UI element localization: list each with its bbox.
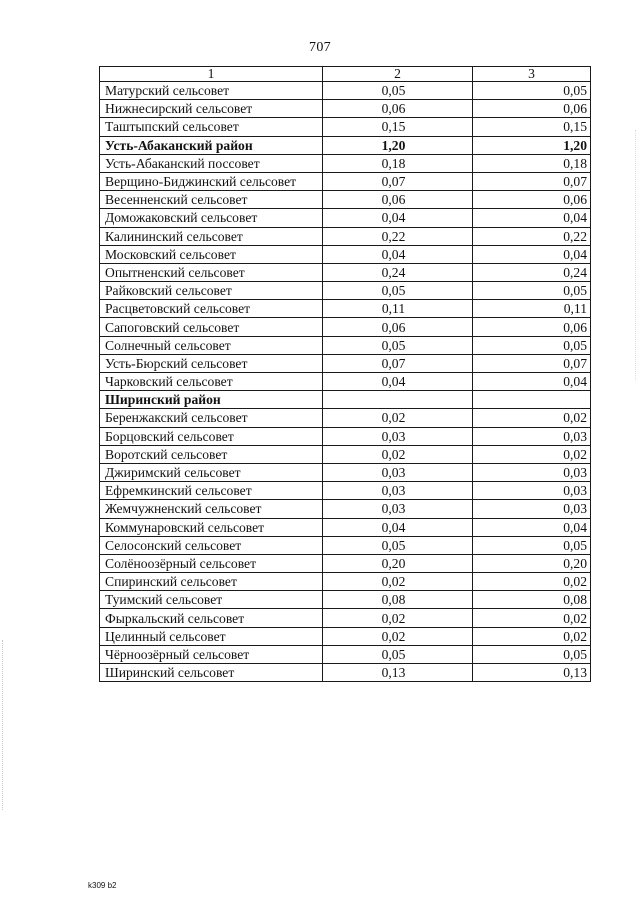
row-name-cell: Целинный сельсовет bbox=[100, 627, 323, 645]
row-name-cell: Ширинский сельсовет bbox=[100, 664, 323, 682]
scan-artifact-left bbox=[2, 640, 5, 810]
table-row bbox=[100, 209, 591, 227]
row-value-col3-cell: 1,20 bbox=[473, 136, 591, 154]
row-value-col3-cell: 0,18 bbox=[473, 154, 591, 172]
table-row bbox=[100, 500, 591, 518]
table-row bbox=[100, 409, 591, 427]
row-name-cell: Райковский сельсовет bbox=[100, 282, 323, 300]
row-name-cell: Спиринский сельсовет bbox=[100, 573, 323, 591]
row-name-cell: Солнечный сельсовет bbox=[100, 336, 323, 354]
table-row bbox=[100, 627, 591, 645]
row-value-col2-cell: 0,02 bbox=[323, 627, 473, 645]
table-row bbox=[100, 645, 591, 663]
table-row bbox=[100, 482, 591, 500]
table-row bbox=[100, 227, 591, 245]
row-value-col3-cell: 0,02 bbox=[473, 445, 591, 463]
row-name-cell: Калининский сельсовет bbox=[100, 227, 323, 245]
row-value-col2-cell: 0,03 bbox=[323, 482, 473, 500]
row-value-col2-cell: 0,06 bbox=[323, 191, 473, 209]
table-row bbox=[100, 191, 591, 209]
row-value-col2-cell: 0,20 bbox=[323, 554, 473, 572]
table-section-row bbox=[100, 391, 591, 409]
row-value-col3-cell bbox=[473, 391, 591, 409]
row-value-col3-cell: 0,05 bbox=[473, 336, 591, 354]
row-name-cell: Матурский сельсовет bbox=[100, 82, 323, 100]
row-value-col2-cell: 0,02 bbox=[323, 573, 473, 591]
row-value-col3-cell: 0,13 bbox=[473, 664, 591, 682]
table-row bbox=[100, 300, 591, 318]
row-value-col2-cell: 0,03 bbox=[323, 427, 473, 445]
row-value-col2-cell: 0,07 bbox=[323, 354, 473, 372]
row-name-cell: Весенненский сельсовет bbox=[100, 191, 323, 209]
row-name-cell: Усть-Абаканский район bbox=[100, 136, 323, 154]
table-row bbox=[100, 118, 591, 136]
row-value-col3-cell: 0,02 bbox=[473, 609, 591, 627]
row-value-col2-cell: 0,22 bbox=[323, 227, 473, 245]
table-row bbox=[100, 154, 591, 172]
row-name-cell: Чарковский сельсовет bbox=[100, 373, 323, 391]
table-row bbox=[100, 172, 591, 190]
table-header-row bbox=[100, 67, 591, 82]
row-value-col2-cell: 0,05 bbox=[323, 282, 473, 300]
row-value-col3-cell: 0,20 bbox=[473, 554, 591, 572]
row-value-col3-cell: 0,06 bbox=[473, 318, 591, 336]
row-name-cell: Нижнесирский сельсовет bbox=[100, 100, 323, 118]
row-name-cell: Чёрноозёрный сельсовет bbox=[100, 645, 323, 663]
row-value-col3-cell: 0,04 bbox=[473, 209, 591, 227]
row-value-col3-cell: 0,04 bbox=[473, 518, 591, 536]
table-body bbox=[100, 82, 591, 682]
table-row bbox=[100, 591, 591, 609]
row-name-cell: Верщино-Биджинский сельсовет bbox=[100, 172, 323, 190]
row-value-col3-cell: 0,08 bbox=[473, 591, 591, 609]
row-name-cell: Усть-Бюрский сельсовет bbox=[100, 354, 323, 372]
row-value-col3-cell: 0,07 bbox=[473, 354, 591, 372]
row-name-cell: Туимский сельсовет bbox=[100, 591, 323, 609]
table-row bbox=[100, 263, 591, 281]
row-value-col3-cell: 0,02 bbox=[473, 573, 591, 591]
row-name-cell: Фыркальский сельсовет bbox=[100, 609, 323, 627]
row-name-cell: Солёноозёрный сельсовет bbox=[100, 554, 323, 572]
row-value-col2-cell: 0,05 bbox=[323, 336, 473, 354]
row-value-col2-cell: 0,11 bbox=[323, 300, 473, 318]
row-value-col3-cell: 0,05 bbox=[473, 82, 591, 100]
row-value-col2-cell: 0,04 bbox=[323, 209, 473, 227]
row-value-col2-cell: 0,06 bbox=[323, 100, 473, 118]
table-row bbox=[100, 100, 591, 118]
table-section-row bbox=[100, 136, 591, 154]
row-value-col3-cell: 0,05 bbox=[473, 536, 591, 554]
row-name-cell: Беренжакский сельсовет bbox=[100, 409, 323, 427]
row-value-col2-cell: 0,05 bbox=[323, 645, 473, 663]
row-value-col3-cell: 0,03 bbox=[473, 482, 591, 500]
row-value-col2-cell: 0,08 bbox=[323, 591, 473, 609]
row-name-cell: Воротский сельсовет bbox=[100, 445, 323, 463]
page-number: 707 bbox=[309, 40, 331, 55]
scan-artifact-right bbox=[634, 130, 636, 380]
row-name-cell: Усть-Абаканский поссовет bbox=[100, 154, 323, 172]
row-name-cell: Московский сельсовет bbox=[100, 245, 323, 263]
row-value-col2-cell: 0,02 bbox=[323, 409, 473, 427]
table-row bbox=[100, 336, 591, 354]
row-value-col3-cell: 0,22 bbox=[473, 227, 591, 245]
row-value-col2-cell: 0,24 bbox=[323, 263, 473, 281]
table-row bbox=[100, 354, 591, 372]
row-value-col3-cell: 0,06 bbox=[473, 100, 591, 118]
row-value-col3-cell: 0,15 bbox=[473, 118, 591, 136]
row-value-col3-cell: 0,05 bbox=[473, 645, 591, 663]
row-value-col3-cell: 0,05 bbox=[473, 282, 591, 300]
table-row bbox=[100, 373, 591, 391]
table-row bbox=[100, 282, 591, 300]
row-name-cell: Ширинский район bbox=[100, 391, 323, 409]
row-value-col2-cell: 0,07 bbox=[323, 172, 473, 190]
row-name-cell: Борцовский сельсовет bbox=[100, 427, 323, 445]
table-row bbox=[100, 573, 591, 591]
footer-code: k309 b2 bbox=[88, 881, 117, 890]
row-name-cell: Сапоговский сельсовет bbox=[100, 318, 323, 336]
table-row bbox=[100, 245, 591, 263]
row-name-cell: Селосонский сельсовет bbox=[100, 536, 323, 554]
row-value-col2-cell: 0,13 bbox=[323, 664, 473, 682]
row-value-col2-cell: 0,18 bbox=[323, 154, 473, 172]
table-row bbox=[100, 318, 591, 336]
table-row bbox=[100, 463, 591, 481]
column-header-1: 1 bbox=[100, 67, 323, 82]
table-row bbox=[100, 82, 591, 100]
row-value-col3-cell: 0,02 bbox=[473, 409, 591, 427]
row-value-col2-cell: 0,02 bbox=[323, 609, 473, 627]
row-value-col2-cell: 0,05 bbox=[323, 536, 473, 554]
row-value-col3-cell: 0,04 bbox=[473, 245, 591, 263]
row-value-col3-cell: 0,07 bbox=[473, 172, 591, 190]
column-header-3: 3 bbox=[473, 67, 591, 82]
row-value-col3-cell: 0,06 bbox=[473, 191, 591, 209]
row-value-col3-cell: 0,03 bbox=[473, 427, 591, 445]
row-name-cell: Джиримский сельсовет bbox=[100, 463, 323, 481]
row-value-col2-cell: 0,04 bbox=[323, 373, 473, 391]
row-name-cell: Доможаковский сельсовет bbox=[100, 209, 323, 227]
table-row bbox=[100, 609, 591, 627]
column-header-2: 2 bbox=[323, 67, 473, 82]
table-row bbox=[100, 664, 591, 682]
row-value-col2-cell bbox=[323, 391, 473, 409]
table-row bbox=[100, 445, 591, 463]
row-value-col3-cell: 0,02 bbox=[473, 627, 591, 645]
row-value-col2-cell: 0,02 bbox=[323, 445, 473, 463]
table-row bbox=[100, 518, 591, 536]
row-value-col2-cell: 0,03 bbox=[323, 463, 473, 481]
row-name-cell: Ефремкинский сельсовет bbox=[100, 482, 323, 500]
row-value-col2-cell: 0,04 bbox=[323, 518, 473, 536]
row-name-cell: Таштыпский сельсовет bbox=[100, 118, 323, 136]
row-value-col2-cell: 1,20 bbox=[323, 136, 473, 154]
row-value-col2-cell: 0,04 bbox=[323, 245, 473, 263]
row-name-cell: Жемчужненский сельсовет bbox=[100, 500, 323, 518]
row-value-col3-cell: 0,24 bbox=[473, 263, 591, 281]
row-value-col3-cell: 0,03 bbox=[473, 463, 591, 481]
row-value-col3-cell: 0,04 bbox=[473, 373, 591, 391]
row-value-col3-cell: 0,03 bbox=[473, 500, 591, 518]
table-row bbox=[100, 536, 591, 554]
row-name-cell: Опытненский сельсовет bbox=[100, 263, 323, 281]
table-row bbox=[100, 427, 591, 445]
row-value-col2-cell: 0,15 bbox=[323, 118, 473, 136]
row-value-col2-cell: 0,03 bbox=[323, 500, 473, 518]
row-value-col2-cell: 0,05 bbox=[323, 82, 473, 100]
row-name-cell: Коммунаровский сельсовет bbox=[100, 518, 323, 536]
allocation-table bbox=[99, 66, 591, 682]
row-value-col3-cell: 0,11 bbox=[473, 300, 591, 318]
table-row bbox=[100, 554, 591, 572]
row-name-cell: Расцветовский сельсовет bbox=[100, 300, 323, 318]
row-value-col2-cell: 0,06 bbox=[323, 318, 473, 336]
